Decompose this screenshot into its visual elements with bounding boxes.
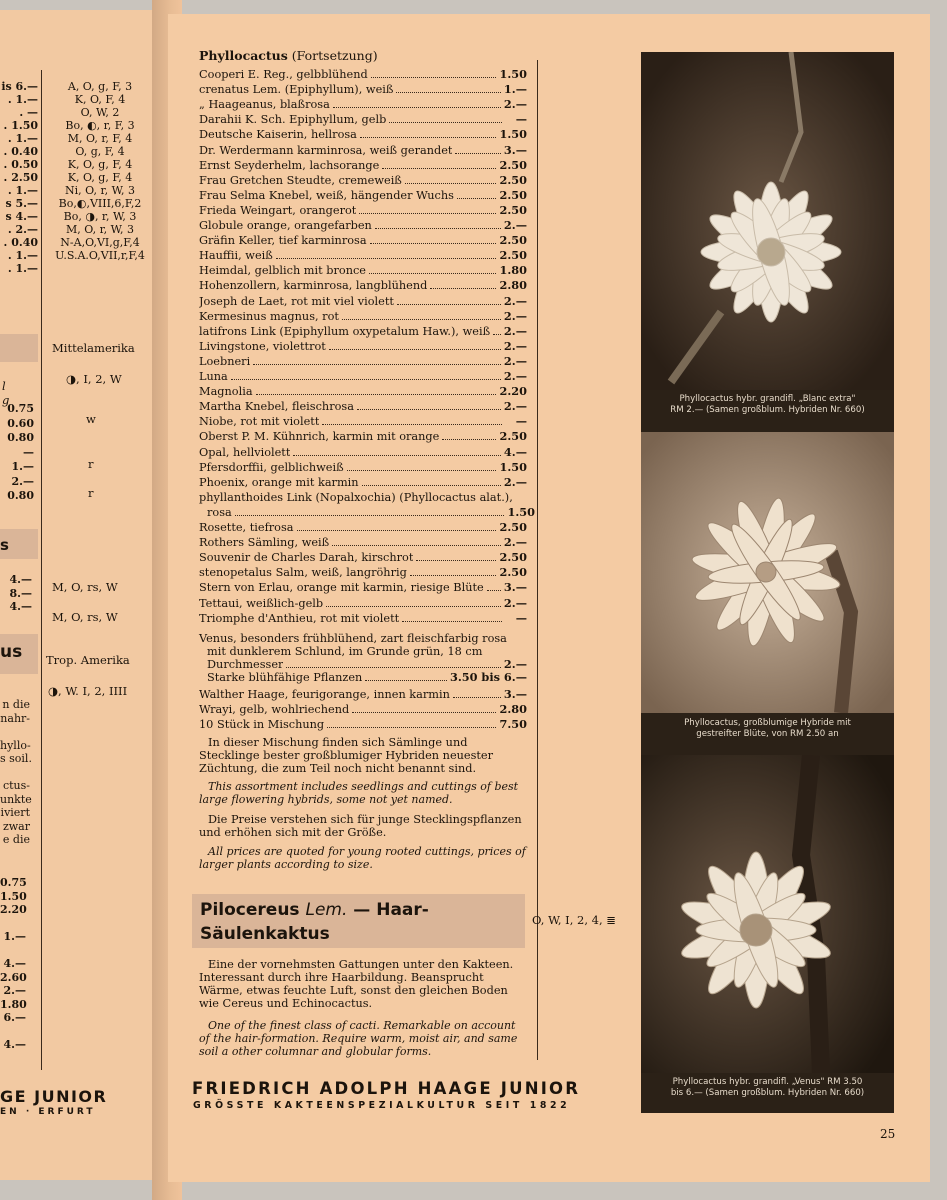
caption-venus: Phyllocactus hybr. grandifl. „Venus" RM 3.50 bis 6.— (Samen großblum. Hybriden Nr. 660) [641,1073,894,1113]
left-col-line [0,766,30,780]
left-col-line: 6.— [3,1011,26,1024]
entry-row: Luna 2.— [199,369,527,383]
entry-row: Niobe, rot mit violett — [199,414,527,429]
left-col-line: 0.60 [7,416,34,430]
entry-row: Pfersdorffii, gelblichweiß 1.50 [199,459,527,474]
left-col-line: 0.75 [7,402,34,415]
left-col-line: . 1.— [7,184,38,197]
left-col-line: Bo, ◐, r, F, 3 [65,119,135,132]
left-text-fragments [0,698,30,847]
left-frag-l: l [2,379,6,393]
mittelamerika-code: ◑, I, 2, W [66,372,122,386]
venus-line-3: Durchmesser 2.— [207,657,527,671]
left-col-line: n die [2,698,30,711]
left-col-line: 1.— [11,460,34,473]
entry-row: Kermesinus magnus, rot 2.— [199,308,527,323]
left-col-line: . 0.40 [3,236,38,249]
entry-row: Joseph de Laet, rot mit viel violett 2.— [199,293,527,308]
left-col-line: . 2.50 [3,171,38,184]
left-col-line: — [23,445,34,459]
left-col-line: 4.— [9,573,32,586]
pilocereus-desc-de: Eine der vornehmsten Gattungen unter den Kakteen. Interessant durch ihre Haarbildung. Beansprucht Wärme, etwas feuchte Luft, sonst den gleichen Boden wie Cereus und Echinocactus. [199,958,514,1010]
left-frag-g: g [2,393,10,407]
left-footer-title: GE JUNIOR [0,1087,108,1106]
left-col-line: . 0.50 [3,158,38,171]
left-col-line: M, O, r, F, 4 [67,132,133,145]
left-col-line [0,944,26,958]
left-col-line: zwar [2,819,30,833]
left-col-line: nahr- [0,711,30,725]
m-code-1: M, O, rs, W [52,580,118,594]
left-footer-sub: EN · ERFURT [0,1107,96,1117]
entry-row: rosa 1.50 [207,504,535,519]
left-col-line: s soil. [0,752,32,765]
left-col-line: . 1.50 [3,119,38,132]
genus-name: Phyllocactus [199,48,288,63]
left-col-line: 0.80 [7,431,34,444]
price-note-en: All prices are quoted for young rooted cuttings, prices of larger plants according to size. [199,845,526,871]
venus-line-4: Starke blühfähige Pflanzen 3.50 bis 6.— [207,670,527,684]
column-divider [537,60,538,1060]
left-col-line: 1.50 [0,889,27,903]
caption-blanc-extra: Phyllocactus hybr. grandifl. „Blanc extra" RM 2.— (Samen großblum. Hybriden Nr. 660) [641,390,894,432]
left-col-line: 1.80 [0,997,27,1011]
left-col-line: 4.— [3,1038,26,1051]
left-col-line: M, O, r, W, 3 [65,223,135,236]
left-col-line: Bo, ◑, r, W, 3 [63,210,137,223]
left-col-line: . — [19,106,38,119]
left-band-1 [0,334,38,362]
left-code-column [44,80,156,262]
entry-row: Hauffii, weiß 2.50 [199,248,527,263]
venus-line-1: Venus, besonders frühblühend, zart fleischfarbig rosa [199,632,507,645]
left-col-line: s 4.— [5,210,38,223]
left-col-line: 8.— [9,586,32,600]
entry-row: Souvenir de Charles Darah, kirschrot 2.50 [199,550,527,565]
w-mark: w [86,412,96,426]
left-col-line: hyllo- [0,738,31,752]
genus-suffix: (Fortsetzung) [287,48,378,63]
entry-row: Triomphe d'Anthieu, rot mit violett — [199,610,527,625]
entry-row: Deutsche Kaiserin, hellrosa 1.50 [199,127,527,142]
us-box-label: us [0,642,23,662]
mischung-desc-en: This assortment includes seedlings and cuttings of best large flowering hybrids, some not yet named. [199,780,519,806]
left-col-line: 4.— [3,957,26,970]
photo-venus [641,755,894,1073]
entry-row: Ernst Seyderhelm, lachsorange 2.50 [199,157,527,172]
entry-row: Martha Knebel, fleischrosa 2.— [199,399,527,414]
left-col-line: K, O, F, 4 [74,93,126,106]
entry-row: Rosette, tiefrosa 2.50 [199,520,527,534]
left-col-line: iviert [0,806,30,819]
left-col-line: . 0.40 [3,145,38,158]
left-col-line: 4.— [9,600,32,613]
left-col-line: O, g, F, 4 [75,145,125,158]
left-col-line [0,917,26,931]
left-col-line: ctus- [2,779,30,792]
entry-row: stenopetalus Salm, weiß, langröhrig 2.50 [199,565,527,580]
entry-row: latifrons Link (Epiphyllum oxypetalum Haw.), weiß 2.— [199,323,527,338]
photo-blanc-extra [641,52,894,390]
r-mark-1: r [88,457,94,471]
entry-row: Frau Selma Knebel, weiß, hängender Wuchs 2.50 [199,187,527,202]
entry-row: Frau Gretchen Steudte, cremeweiß 2.50 [199,172,527,187]
pilocereus-desc-en: One of the finest class of cacti. Remarkable on account of the hair-formation. Require warm, moist air, and same soil a other columnar and globular forms. [199,1019,518,1058]
venus-line-2: mit dunklerem Schlund, im Grunde grün, 18 cm [207,645,483,658]
entry-row: Phoenix, orange mit karmin 2.— [199,474,527,489]
left-prices-3 [0,573,32,614]
entry-row: crenatus Lem. (Epiphyllum), weiß 1.— [199,82,527,97]
left-col-line: s 5.— [5,197,38,210]
pilocereus-heading-band [192,894,525,948]
entry-row: „ Haageanus, blaßrosa 2.— [199,97,527,112]
pilocereus-heading: Pilocereus Lem. — Haar- Säulenkaktus [200,900,429,944]
entry-row: Frieda Weingart, orangerot 2.50 [199,202,527,217]
left-col-line: Ni, O, r, W, 3 [65,184,135,197]
left-col-line: . 1.— [7,132,38,145]
page-number: 25 [880,1127,896,1141]
left-divider [41,70,42,1070]
mischung-desc-de: In dieser Mischung finden sich Sämlinge und Stecklinge bester großblumiger Hybriden neuester Züchtung, die zum Teil noch nicht benannt sind. [199,736,494,775]
entry-row: Gräfin Keller, tief karminrosa 2.50 [199,233,527,248]
entry-row: Dr. Werdermann karminrosa, weiß gerandet 3.— [199,142,527,157]
mittelamerika-label: Mittelamerika [52,341,135,355]
left-col-line: unkte [0,792,32,806]
left-col-line: K, O, g, F, 4 [67,158,133,171]
left-col-line: K, O, g, F, 4 [67,171,133,184]
caption-striped-hybrid: Phyllocactus, großblumige Hybride mit gestreifter Blüte, von RM 2.50 an [641,713,894,756]
left-page [0,10,160,1180]
footer-tagline: GRÖSSTE KAKTEENSPEZIALKULTUR SEIT 1822 [193,1100,571,1111]
left-col-line: 1.— [3,930,26,943]
left-col-line: . 1.— [7,249,38,262]
entry-row: Livingstone, violettrot 2.— [199,338,527,353]
left-col-line: . 1.— [7,93,38,106]
left-col-line: Bo,◐,VIII,6,F,2 [58,197,142,210]
left-prices-4 [0,876,26,1052]
left-col-line: O, W, 2 [80,106,120,119]
left-col-line: N-A,O,VI,g,F,4 [60,236,140,249]
left-col-line: is 6.— [1,80,38,93]
price-note-de: Die Preise verstehen sich für junge Stecklingspflanzen und erhöhen sich mit der Größe. [199,813,522,839]
entry-row: Oberst P. M. Kühnrich, karmin mit orange 2.50 [199,429,527,444]
trop-amerika-code: ◑, W. I, 2, IIII [48,684,128,698]
left-col-line [0,1025,26,1039]
left-col-line: e die [2,833,30,846]
entry-row: phyllanthoides Link (Nopalxochia) (Phyllocactus alat.), [199,490,513,504]
mischung-entry: 10 Stück in Mischung 7.50 [199,717,527,731]
photo-striped-hybrid [641,432,894,713]
entry-row: Rothers Sämling, weiß 2.— [199,535,527,550]
entry-row: Tettaui, weißlich-gelb 2.— [199,595,527,610]
m-code-2: M, O, rs, W [52,610,118,624]
entry-row: Cooperi E. Reg., gelbblühend 1.50 [199,67,527,81]
s-box-label: s [0,536,9,554]
footer-company-name: FRIEDRICH ADOLPH HAAGE JUNIOR [192,1079,581,1098]
entry-row: Globule orange, orangefarben 2.— [199,218,527,232]
left-col-line: 2.60 [0,970,27,984]
entry-row: Loebneri 2.— [199,353,527,368]
left-col-line: 0.75 [0,876,27,889]
section-header [199,48,378,63]
left-col-line: 2.— [11,474,34,488]
pilocereus-code: O, W, I, 2, 4, ≣ [532,913,616,927]
entry-row: Magnolia 2.20 [199,384,527,399]
entry-row: Stern von Erlau, orange mit karmin, riesige Blüte 3.— [199,580,527,595]
entry-row: Hohenzollern, karminrosa, langblühend 2.80 [199,278,527,293]
left-price-column [0,80,38,275]
entry-row: Opal, hellviolett 4.— [199,444,527,459]
left-col-line: . 2.— [7,223,38,236]
walther-haage-entry: Walther Haage, feurigorange, innen karmin 3.— [199,687,527,701]
left-col-line: A, O, g, F, 3 [67,80,133,93]
left-col-line: 2.20 [0,903,27,916]
wrayi-entry: Wrayi, gelb, wohlriechend 2.80 [199,702,527,716]
left-col-line: 2.— [3,984,26,997]
left-prices-2 [0,402,34,504]
left-col-line: 0.80 [7,489,34,502]
trop-amerika-label: Trop. Amerika [46,653,130,667]
left-col-line: U.S.A.O,VII,r,F,4 [55,249,145,262]
r-mark-2: r [88,486,94,500]
entry-row: Darahii K. Sch. Epiphyllum, gelb — [199,112,527,127]
left-col-line: . 1.— [7,262,38,275]
entry-row: Heimdal, gelblich mit bronce 1.80 [199,263,527,278]
left-col-line [0,725,30,739]
